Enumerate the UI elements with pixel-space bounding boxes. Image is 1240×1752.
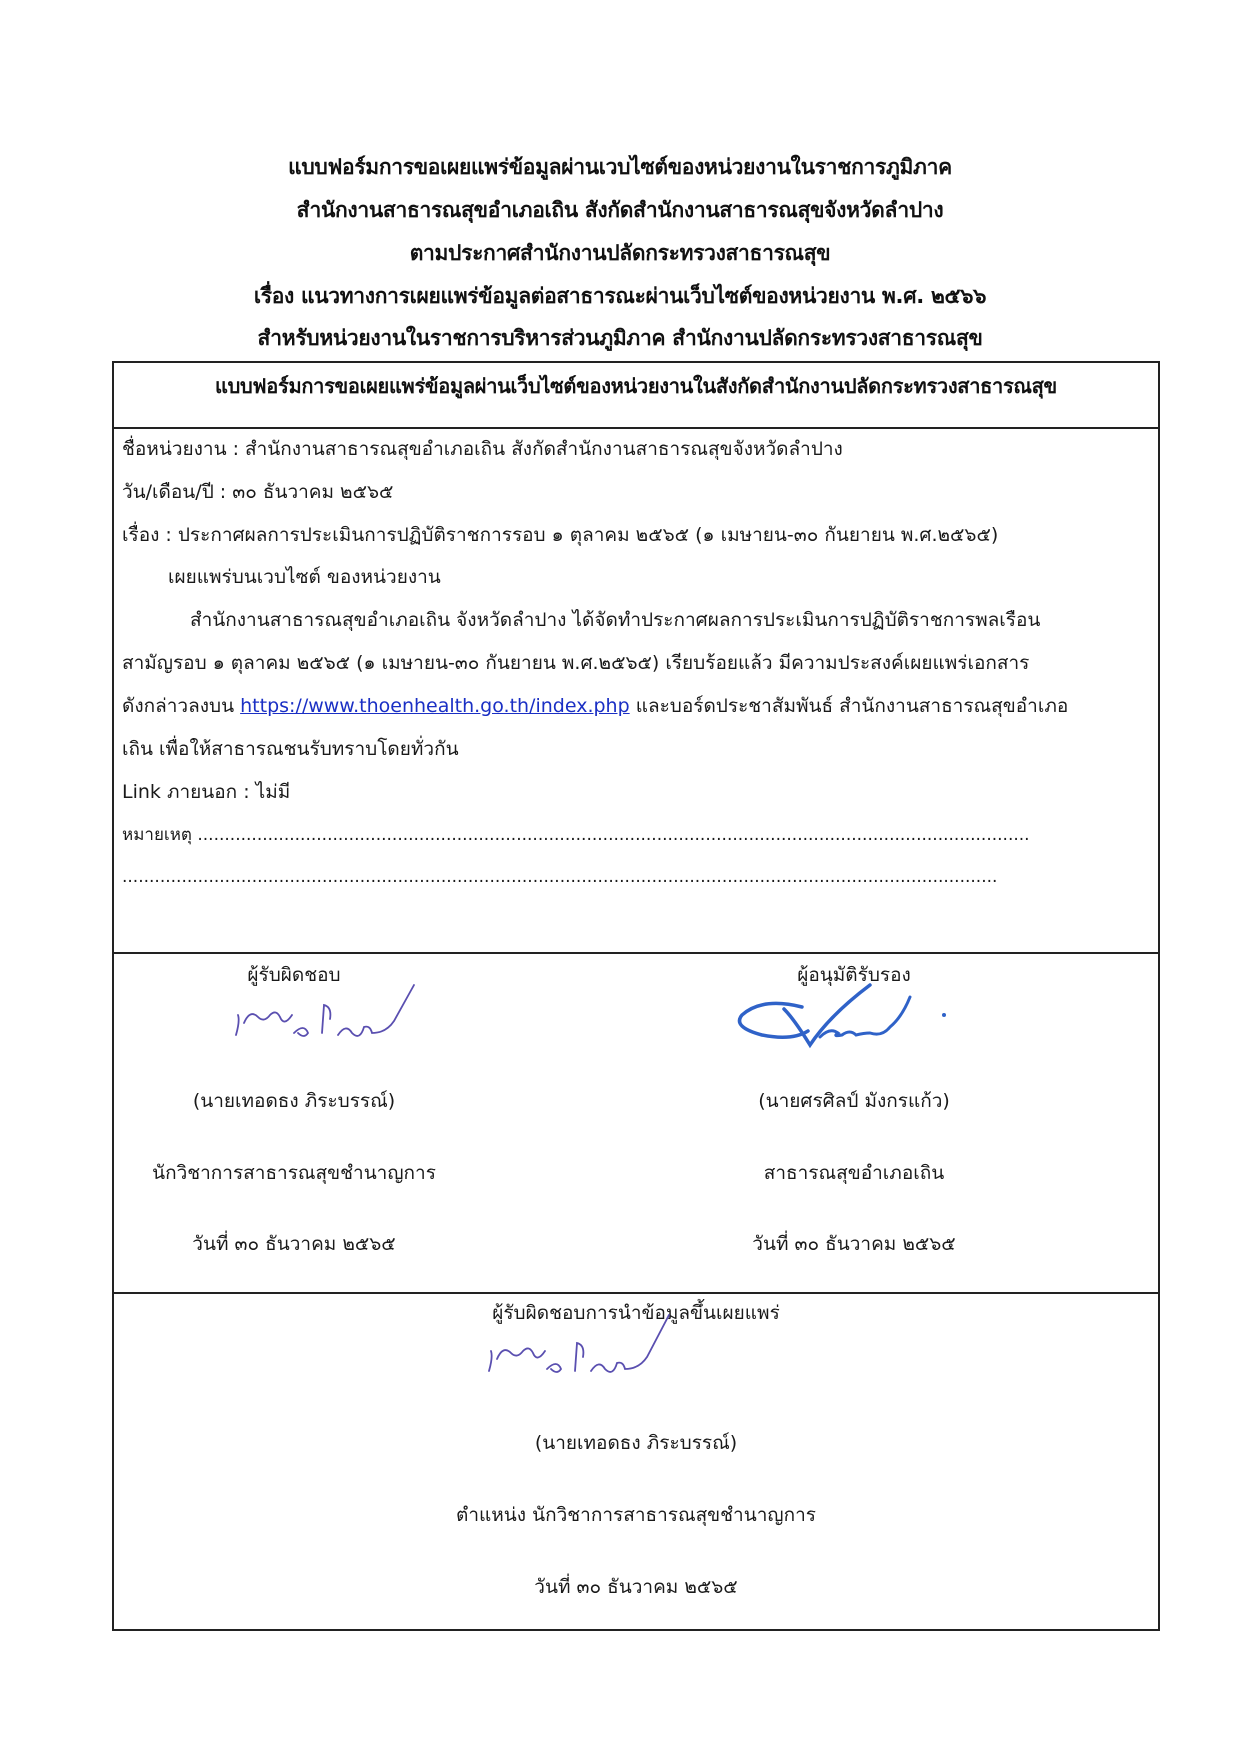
- responsible-role: ผู้รับผิดชอบ: [247, 964, 341, 986]
- body-line-1: สำนักงานสาธารณสุขอำเภอเถิน จังหวัดลำปาง ได้จัดทำประกาศผลการประเมินการปฏิบัติราชการพลเรือน: [190, 609, 1041, 631]
- body-line-3: [122, 692, 1068, 720]
- header-line-5: สำหรับหน่วยงานในราชการบริหารส่วนภูมิภาค สำนักงานปลัดกระทรวงสาธารณสุข: [257, 326, 983, 350]
- body-line-4: เถิน เพื่อให้สาธารณชนรับทราบโดยทั่วกัน: [122, 738, 459, 760]
- body-line-3-suffix: และบอร์ดประชาสัมพันธ์ สำนักงานสาธารณสุขอำเภอ: [629, 695, 1069, 717]
- external-link: Link ภายนอก : ไม่มี: [122, 781, 291, 803]
- form-date: วัน/เดือน/ปี : ๓๐ ธันวาคม ๒๕๖๕: [122, 481, 394, 503]
- form-box: [112, 361, 1160, 1631]
- publisher-signature: [479, 1311, 679, 1391]
- header-line-4: เรื่อง แนวทางการเผยแพร่ข้อมูลต่อสาธารณะผ่านเว็บไซต์ของหน่วยงาน พ.ศ. ๒๕๖๖: [253, 284, 987, 308]
- remark: หมายเหตุ ..........................................................................................................................................................: [122, 825, 1030, 845]
- publisher-date: วันที่ ๓๐ ธันวาคม ๒๕๖๕: [534, 1576, 738, 1598]
- publisher-name: (นายเทอดธง ภิระบรรณ์): [534, 1432, 738, 1454]
- divider-title: [114, 427, 1158, 429]
- agency-name: ชื่อหน่วยงาน : สำนักงานสาธารณสุขอำเภอเถิน สังกัดสำนักงานสาธารณสุขจังหวัดลำปาง: [122, 438, 843, 460]
- approver-signature: [724, 971, 964, 1061]
- responsible-name: (นายเทอดธง ภิระบรรณ์): [192, 1090, 396, 1112]
- divider-signatures: [114, 952, 1158, 954]
- publisher-role: ผู้รับผิดชอบการนำข้อมูลขึ้นเผยแพร่: [492, 1302, 780, 1324]
- body-line-3-prefix: ดังกล่าวลงบน: [122, 695, 241, 717]
- website-link[interactable]: https://www.thoenhealth.go.th/index.php: [240, 695, 630, 717]
- responsible-date: วันที่ ๓๐ ธันวาคม ๒๕๖๕: [192, 1233, 396, 1255]
- remark-continued: ..................................................................................................................................................................: [122, 867, 998, 887]
- approver-position: สาธารณสุขอำเภอเถิน: [763, 1162, 945, 1184]
- responsible-signature: [226, 975, 426, 1055]
- responsible-position: นักวิชาการสาธารณสุขชำนาญการ: [152, 1162, 436, 1184]
- subject: เรื่อง : ประกาศผลการประเมินการปฏิบัติราชการรอบ ๑ ตุลาคม ๒๕๖๕ (๑ เมษายน-๓๐ กันยายน พ.ศ.๒๕๖๕): [122, 524, 999, 546]
- divider-publisher: [114, 1292, 1158, 1294]
- subject-continued: เผยแพร่บนเวบไซต์ ของหน่วยงาน: [168, 566, 441, 588]
- body-line-2: สามัญรอบ ๑ ตุลาคม ๒๕๖๕ (๑ เมษายน-๓๐ กันยายน พ.ศ.๒๕๖๕) เรียบร้อยแล้ว มีความประสงค์เผยแพร่เอกสาร: [122, 652, 1030, 674]
- header-line-1: แบบฟอร์มการขอเผยแพร่ข้อมูลผ่านเวบไซต์ของหน่วยงานในราชการภูมิภาค: [288, 155, 952, 179]
- form-title: แบบฟอร์มการขอเผยแพร่ข้อมูลผ่านเว็บไซต์ของหน่วยงานในสังกัดสำนักงานปลัดกระทรวงสาธารณสุข: [215, 374, 1057, 398]
- header-line-3: ตามประกาศสำนักงานปลัดกระทรวงสาธารณสุข: [409, 241, 831, 265]
- approver-role: ผู้อนุมัติรับรอง: [797, 964, 911, 986]
- header-line-2: สำนักงานสาธารณสุขอำเภอเถิน สังกัดสำนักงานสาธารณสุขจังหวัดลำปาง: [296, 198, 944, 222]
- approver-name: (นายศรศิลป์ มังกรแก้ว): [758, 1090, 950, 1112]
- publisher-position: ตำแหน่ง นักวิชาการสาธารณสุขชำนาญการ: [456, 1504, 816, 1526]
- approver-date: วันที่ ๓๐ ธันวาคม ๒๕๖๕: [752, 1233, 956, 1255]
